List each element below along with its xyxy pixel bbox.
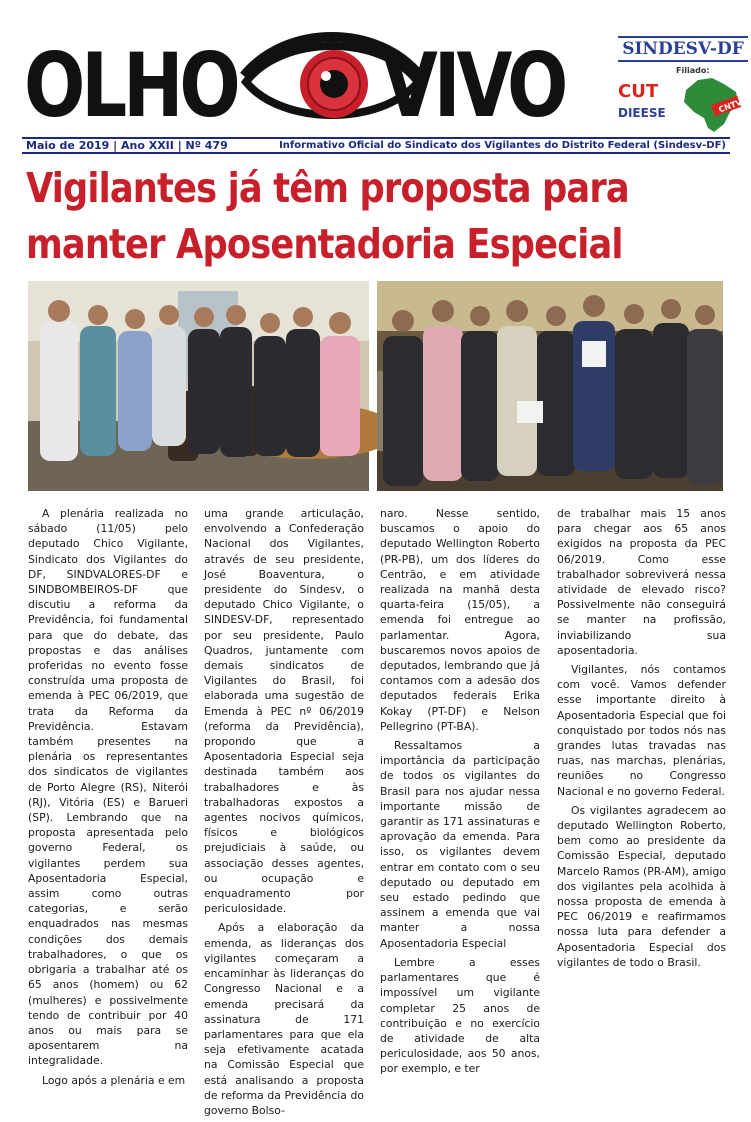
paragraph: A plenária realizada no sábado (11/05) pelo deputado Chico Vigilante, Sindicato dos Vigilantes do DF, SINDVALORES-DF e SINDBOMBEIROS-DF que discutiu a reforma da Previdência, foi fundamental para que do debate, das propostas e das análises proferidas no evento fosse construída uma proposta de emenda à PEC 06/2019, que trata da Reforma da Previdência. Estavam também presentes na plenária os representantes dos sindicatos de vigilantes de Porto Alegre (RS), Niterói (RJ), Vitória (ES) e Barueri (SP). Lembrando que na proposta apresentada pelo governo Federal, os vigilantes perdem sua Aposentadoria Especial, assim como outras categorias, e serão enquadrados nas mesmas condições dos demais trabalhadores, o que os obrigaria a trabalhar até os 65 anos (homem) ou 62 (mulheres) e possivelmente tendo de contribuir por 40 anos ou mais para se aposentarem na integralidade. bbox=[28, 507, 188, 1068]
headline bbox=[26, 160, 726, 272]
info-bar bbox=[22, 137, 730, 154]
headline-line-1: Vigilantes já têm proposta para bbox=[26, 164, 629, 212]
tagline: Informativo Oficial do Sindicato dos Vigilantes do Distrito Federal (Sindesv-DF) bbox=[279, 140, 726, 151]
article-column-4 bbox=[557, 506, 726, 974]
brazil-map-icon bbox=[678, 76, 742, 136]
union-logo-block bbox=[618, 36, 748, 144]
paragraph: Após a elaboração da emenda, as lideranças dos vigilantes começaram a encaminhar às lideranças do Congresso Nacional e a emenda precisará da assinatura de 171 parlamentares para que ela seja efetivamente acatada na Comissão Especial que está analisando a proposta de reforma da Previdência do governo Bolso- bbox=[204, 921, 364, 1117]
issue-info: Maio de 2019 | Ano XXII | Nº 479 bbox=[26, 139, 228, 152]
paragraph: Os vigilantes agradecem ao deputado Wellington Roberto, bem como ao presidente da Comissão Especial, deputado Marcelo Ramos (PR-AM), amigo dos vigilantes pela acolhida à nossa proposta de emenda à PEC 06/2019 e reafirmamos nossa luta para defender a Aposentadoria Especial dos vigilantes de todo o Brasil. bbox=[557, 803, 726, 969]
paragraph: Logo após a plenária e em bbox=[42, 1073, 186, 1087]
cut-logo: CUT bbox=[618, 81, 659, 102]
article-column-1 bbox=[28, 506, 188, 1092]
article-column-2 bbox=[204, 506, 364, 1122]
paragraph: de trabalhar mais 15 anos para chegar aos 65 anos exigidos na proposta da PEC 06/2019. Como esse trabalhador sobreviverá nessa atividade de elevado risco? Possivelmente não conseguirá se manter na profissão, inviabilizando sua aposentadoria. bbox=[557, 507, 726, 657]
filiado-label: Filiado: bbox=[676, 66, 710, 75]
paragraph: Lembre a esses parlamentares que é impossível um vigilante completar 25 anos de contribuição e no exercício de atividade de alta periculosidade, aos 50 anos, por exemplo, e ter bbox=[380, 955, 540, 1076]
photo-group-meeting bbox=[28, 281, 369, 491]
article-column-3 bbox=[380, 506, 540, 1081]
headline-line-2: manter Aposentadoria Especial bbox=[26, 220, 623, 268]
union-name: SINDESV-DF bbox=[618, 36, 748, 62]
paragraph: Vigilantes, nós contamos com você. Vamos defender esse importante direito à Aposentadoria Especial que foi conquistado por todos nós nas grandes lutas travadas nas ruas, nas marchas, plenárias, reuniões no Congresso Nacional e no governo Federal. bbox=[557, 663, 726, 798]
paragraph: naro. Nesse sentido, buscamos o apoio do deputado Wellington Roberto (PR-PB), um dos líderes do Centrão, e em atividade realizada na manhã desta quarta-feira (15/05), a emenda foi entregue ao parlamentar. Agora, buscaremos novos apoios de deputados, lembrando que já contamos com a adesão dos deputados federais Erika Kokay (PT-DF) e Nelson Pellegrino (PT-BA). bbox=[380, 507, 540, 733]
newspaper-title-left: OLHO bbox=[24, 34, 237, 137]
paragraph: uma grande articulação, envolvendo a Confederação Nacional dos Vigilantes, através de seu presidente, José Boaventura, o presidente do Sindesv, o deputado Chico Vigilante, o SINDESV-DF, representado por seu presidente, Paulo Quadros, juntamente com demais sindicatos de Vigilantes do Brasil, foi elaborada uma sugestão de Emenda à PEC nº 06/2019 (reforma da Previdência), propondo que a Aposentadoria Especial seja destinada também aos trabalhadores e às trabalhadoras expostos a agentes nocivos químicos, físicos e biológicos prejudiciais à saúde, ou associação desses agentes, ou ocupação e enquadramento por periculosidade. bbox=[204, 507, 364, 916]
cntv-label: CNTV bbox=[717, 97, 744, 115]
dieese-logo: DIEESE bbox=[618, 106, 666, 120]
photo-amendment-delivery bbox=[377, 281, 723, 491]
article-body bbox=[28, 506, 726, 1117]
paragraph: Ressaltamos a importância da participação de todos os vigilantes do Brasil para nos ajudar nessa importante missão de garantir as 171 assinaturas e aprovação da emenda. Para isso, os vigilantes devem entrar em contato com o seu deputado ou deputado em seu estado pedindo que assinem a emenda que vai manter a nossa Aposentadoria Especial bbox=[380, 739, 540, 950]
masthead bbox=[22, 22, 744, 138]
newspaper-title-right: VIVO bbox=[382, 34, 565, 137]
